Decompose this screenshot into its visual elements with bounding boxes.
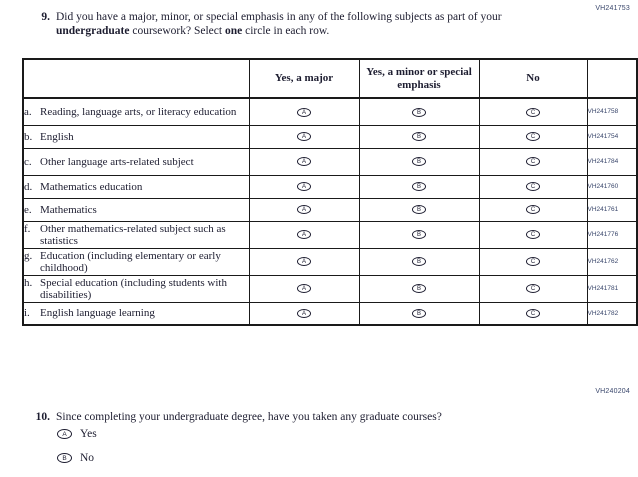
radio-bubble-major[interactable]: A	[297, 284, 311, 293]
q9-text-part1: Did you have a major, minor, or special emphasis in any of the following subjects as part of your	[56, 11, 502, 23]
row-code: VH241760	[587, 175, 637, 198]
form-code-mid: VH240204	[595, 388, 630, 395]
table-row-other-language-arts	[23, 148, 637, 175]
radio-bubble-no[interactable]: C	[526, 284, 540, 293]
radio-bubble-no[interactable]: C	[526, 182, 540, 191]
row-label: English	[40, 130, 74, 143]
radio-bubble-no[interactable]: C	[526, 205, 540, 214]
row-code: VH241754	[587, 125, 637, 148]
row-label-cell	[23, 221, 249, 248]
radio-bubble-major[interactable]: A	[297, 257, 311, 266]
question-10-text: Since completing your undergraduate degree, have you taken any graduate courses?	[56, 411, 442, 423]
question-9-text	[56, 10, 561, 38]
question-9-number: 9.	[41, 11, 50, 23]
row-code: VH241776	[587, 221, 637, 248]
radio-bubble-major[interactable]: A	[297, 108, 311, 117]
row-code: VH241758	[587, 98, 637, 125]
q9-bold-undergraduate: undergraduate	[56, 25, 130, 37]
row-label: Mathematics	[40, 203, 97, 216]
row-label-cell	[23, 275, 249, 302]
radio-bubble-minor[interactable]: B	[412, 205, 426, 214]
row-label-cell	[23, 98, 249, 125]
radio-bubble-no[interactable]: C	[526, 157, 540, 166]
radio-bubble-minor[interactable]: B	[412, 157, 426, 166]
table-row-math-education	[23, 175, 637, 198]
row-label: Other mathematics-related subject such as statistics	[40, 222, 226, 247]
radio-bubble-minor[interactable]: B	[412, 284, 426, 293]
row-letter: g.	[24, 249, 33, 262]
radio-bubble-no[interactable]: C	[526, 257, 540, 266]
row-label-cell	[23, 198, 249, 221]
radio-bubble-major[interactable]: A	[297, 182, 311, 191]
table-row-english-language-learning	[23, 302, 637, 325]
header-yes-major: Yes, a major	[249, 59, 359, 98]
row-letter: b.	[24, 130, 33, 143]
radio-bubble-no[interactable]: C	[526, 309, 540, 318]
row-label: Special education (including students with disabilities)	[40, 276, 227, 301]
q9-bold-one: one	[224, 25, 243, 37]
row-label-cell	[23, 302, 249, 325]
row-label: English language learning	[40, 307, 155, 320]
radio-bubble-minor[interactable]: B	[412, 132, 426, 141]
radio-bubble-no[interactable]: C	[526, 108, 540, 117]
radio-bubble-minor[interactable]: B	[412, 108, 426, 117]
radio-bubble-major[interactable]: A	[297, 230, 311, 239]
radio-bubble-no[interactable]: C	[526, 230, 540, 239]
q9-response-table	[22, 58, 638, 326]
table-row-reading	[23, 98, 637, 125]
row-letter: c.	[24, 155, 32, 168]
header-code-empty	[587, 59, 637, 98]
row-code: VH241762	[587, 248, 637, 275]
question-10-number: 10.	[35, 411, 50, 423]
header-empty	[23, 59, 249, 98]
row-letter: a.	[24, 105, 32, 118]
q10-option-yes[interactable]	[57, 428, 97, 440]
table-row-education	[23, 248, 637, 275]
question-10	[25, 410, 615, 424]
row-label: Reading, language arts, or literacy education	[40, 105, 237, 118]
radio-bubble-minor[interactable]: B	[412, 309, 426, 318]
radio-bubble-yes[interactable]: A	[57, 429, 72, 439]
row-letter: h.	[24, 276, 33, 289]
row-letter: e.	[24, 203, 32, 216]
table-row-mathematics	[23, 198, 637, 221]
row-label-cell	[23, 175, 249, 198]
radio-bubble-major[interactable]: A	[297, 309, 311, 318]
radio-bubble-major[interactable]: A	[297, 205, 311, 214]
row-letter: i.	[24, 307, 30, 320]
row-label: Other language arts-related subject	[40, 155, 194, 168]
table-row-other-math	[23, 221, 637, 248]
radio-bubble-minor[interactable]: B	[412, 182, 426, 191]
row-label: Mathematics education	[40, 180, 143, 193]
table-row-english	[23, 125, 637, 148]
q10-option-yes-label: Yes	[80, 428, 97, 440]
form-code-top: VH241753	[595, 5, 630, 12]
table-header-row	[23, 59, 637, 98]
q10-option-no-label: No	[80, 452, 95, 464]
header-yes-minor: Yes, a minor or special emphasis	[359, 59, 479, 98]
q10-option-no[interactable]	[57, 452, 94, 464]
radio-bubble-minor[interactable]: B	[412, 230, 426, 239]
row-letter: d.	[24, 180, 33, 193]
radio-bubble-no[interactable]: C	[526, 132, 540, 141]
row-label-cell	[23, 248, 249, 275]
header-no: No	[479, 59, 587, 98]
radio-bubble-major[interactable]: A	[297, 157, 311, 166]
row-label-cell	[23, 148, 249, 175]
row-code: VH241781	[587, 275, 637, 302]
question-9	[25, 10, 585, 38]
radio-bubble-major[interactable]: A	[297, 132, 311, 141]
row-label-cell	[23, 125, 249, 148]
row-code: VH241784	[587, 148, 637, 175]
table-row-special-education	[23, 275, 637, 302]
row-letter: f.	[24, 222, 31, 235]
q9-text-part3: circle in each row.	[242, 25, 330, 37]
q9-text-part2: coursework? Select	[129, 25, 225, 37]
row-label: Education (including elementary or early childhood)	[40, 249, 221, 274]
radio-bubble-no-option[interactable]: B	[57, 453, 72, 463]
radio-bubble-minor[interactable]: B	[412, 257, 426, 266]
row-code: VH241761	[587, 198, 637, 221]
row-code: VH241782	[587, 302, 637, 325]
